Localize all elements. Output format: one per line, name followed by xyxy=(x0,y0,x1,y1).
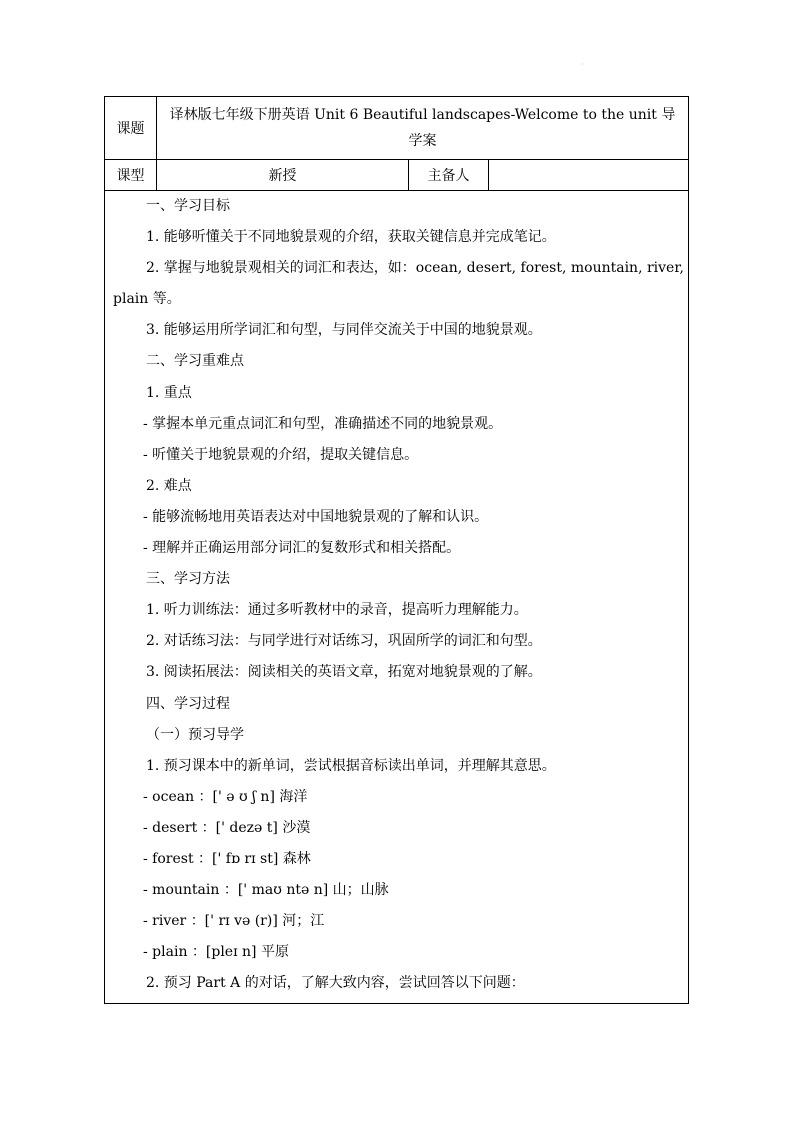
subheading: （一）预习导学 xyxy=(146,726,244,743)
vocab-item: - desert ：[' dezə t] 沙漠 xyxy=(143,819,311,836)
process-item: 2. 预习 Part A 的对话，了解大致内容，尝试回答以下问题： xyxy=(146,975,525,992)
subheading: 1. 重点 xyxy=(146,384,192,401)
section-heading: 四、学习过程 xyxy=(146,695,230,712)
lesson-plan-sheet xyxy=(104,96,688,1004)
type-label: 课型 xyxy=(105,160,157,191)
subheading: 2. 难点 xyxy=(146,477,192,494)
topic-label: 课题 xyxy=(105,97,157,160)
method-item: 3. 阅读拓展法：阅读相关的英语文章，拓宽对地貌景观的了解。 xyxy=(146,664,542,681)
vocab-item: - ocean ：[' ə ʊ ʃ n] 海洋 xyxy=(143,788,308,805)
corner-mark: · xyxy=(581,60,584,69)
content-row xyxy=(105,191,689,1004)
type-value: 新授 xyxy=(157,160,409,191)
list-item: - 能够流畅地用英语表达对中国地貌景观的了解和认识。 xyxy=(143,508,489,525)
section-heading: 一、学习目标 xyxy=(146,198,230,214)
method-item: 1. 听力训练法：通过多听教材中的录音，提高听力理解能力。 xyxy=(146,602,528,619)
topic-row xyxy=(105,97,689,160)
objective-item-continued: plain 等。 xyxy=(113,291,181,308)
preparer-value xyxy=(489,160,689,191)
lesson-plan-table xyxy=(104,96,689,1004)
list-item: - 掌握本单元重点词汇和句型，准确描述不同的地貌景观。 xyxy=(143,415,503,432)
topic-value: 译林版七年级下册英语 Unit 6 Beautiful landscapes-Welcome to the unit 导学案 xyxy=(157,97,689,160)
section-heading: 三、学习方法 xyxy=(146,571,230,588)
vocab-item: - river ：[' rɪ və (r)] 河；江 xyxy=(143,913,325,930)
preparer-label: 主备人 xyxy=(409,160,489,191)
objective-item: 3. 能够运用所学词汇和句型，与同伴交流关于中国的地貌景观。 xyxy=(146,322,542,339)
vocab-item: - mountain ：[' maʊ ntə n] 山；山脉 xyxy=(143,882,389,899)
process-item: 1. 预习课本中的新单词，尝试根据音标读出单词，并理解其意思。 xyxy=(146,757,556,774)
content-cell xyxy=(105,191,689,1004)
vocab-item: - plain ：[pleɪ n] 平原 xyxy=(143,944,289,961)
section-heading: 二、学习重难点 xyxy=(146,353,244,370)
list-item: - 理解并正确运用部分词汇的复数形式和相关搭配。 xyxy=(143,540,461,557)
list-item: - 听懂关于地貌景观的介绍，提取关键信息。 xyxy=(143,446,419,463)
objective-item: 1. 能够听懂关于不同地貌景观的介绍，获取关键信息并完成笔记。 xyxy=(146,229,556,246)
method-item: 2. 对话练习法：与同学进行对话练习，巩固所学的词汇和句型。 xyxy=(146,633,542,650)
type-row xyxy=(105,160,689,191)
vocab-item: - forest ：[' fɒ rɪ st] 森林 xyxy=(143,850,311,867)
objective-item: 2. 掌握与地貌景观相关的词汇和表达，如：ocean, desert, forest, mountain, river, xyxy=(146,260,684,277)
